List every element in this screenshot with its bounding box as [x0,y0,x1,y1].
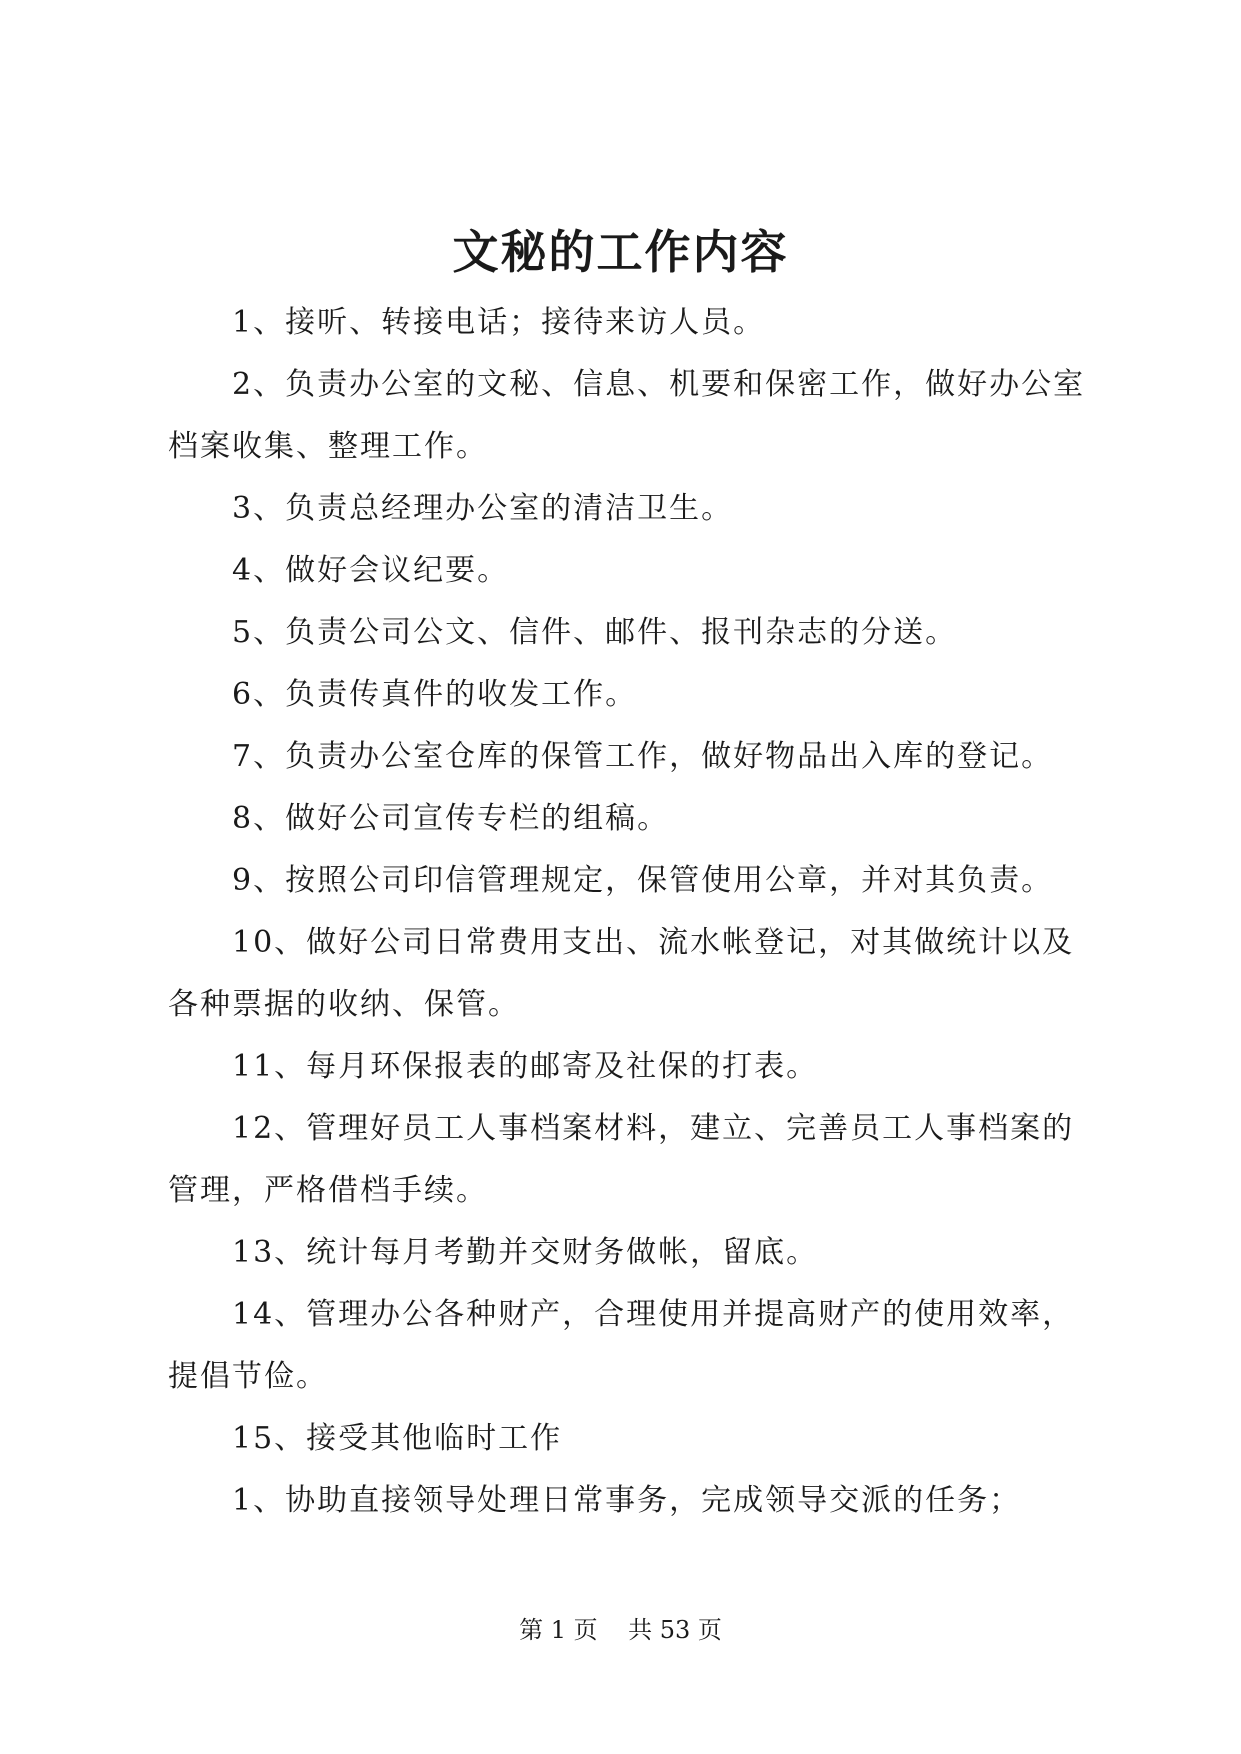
paragraph-4: 4、做好会议纪要。 [232,553,510,588]
page-number: 第 1 页 [519,1616,598,1644]
paragraph-3: 3、负责总经理办公室的清洁卫生。 [232,491,734,526]
page-total: 共 53 页 [628,1616,722,1644]
paragraph-8: 8、做好公司宣传专栏的组稿。 [232,801,670,836]
paragraph-1: 1、接听、转接电话；接待来访人员。 [232,305,766,340]
paragraph-5: 5、负责公司公文、信件、邮件、报刊杂志的分送。 [232,615,958,650]
paragraph-11: 11、每月环保报表的邮寄及社保的打表。 [232,1049,819,1084]
paragraph-6: 6、负责传真件的收发工作。 [232,677,638,712]
paragraph-16: 1、协助直接领导处理日常事务，完成领导交派的任务； [232,1483,1022,1518]
paragraph-15: 15、接受其他临时工作 [232,1421,563,1456]
paragraph-12: 12、管理好员工人事档案材料，建立、完善员工人事档案的管理，严格借档手续。 [168,1111,1075,1208]
paragraph-14: 14、管理办公各种财产，合理使用并提高财产的使用效率，提倡节俭。 [168,1297,1075,1394]
paragraph-2: 2、负责办公室的文秘、信息、机要和保密工作，做好办公室档案收集、整理工作。 [168,367,1086,464]
paragraph-9: 9、按照公司印信管理规定，保管使用公章，并对其负责。 [232,863,1054,898]
paragraph-10: 10、做好公司日常费用支出、流水帐登记，对其做统计以及各种票据的收纳、保管。 [168,925,1075,1022]
document-body [168,292,1088,1532]
page-footer [0,1614,1241,1646]
document-title: 文秘的工作内容 [452,225,789,279]
paragraph-13: 13、统计每月考勤并交财务做帐，留底。 [232,1235,819,1270]
paragraph-7: 7、负责办公室仓库的保管工作，做好物品出入库的登记。 [232,739,1054,774]
